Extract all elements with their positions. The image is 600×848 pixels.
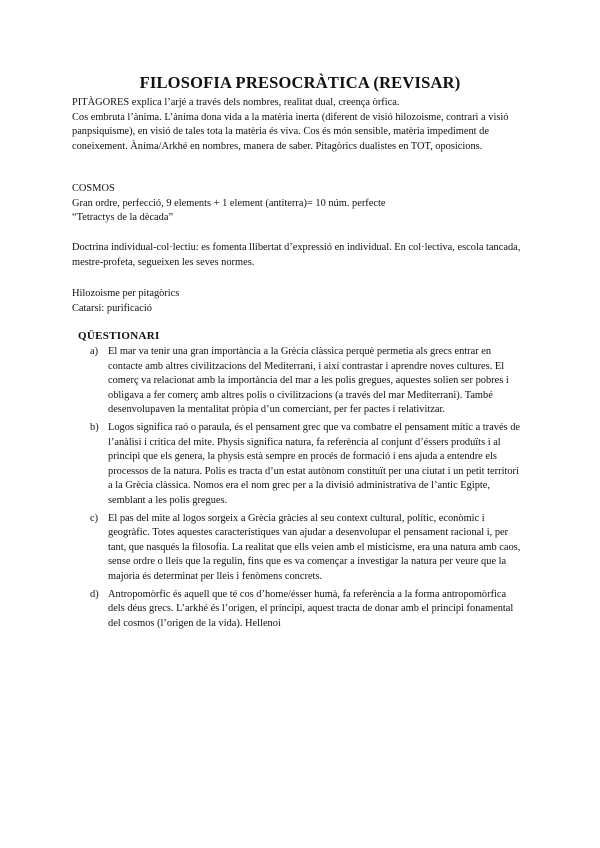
item-text: El pas del mite al logos sorgeix a Grècia gràcies al seu context cultural, polític, econòmic i geogràfic. Totes aquestes característiques van ajudar a desenvolupar el pensament racional i, per tant, que nasqués la filosofia. La realitat que ells veien amb el misticisme, era una natura amb caos, sense ordre o lleis que la regulin, fins que es va començar a investigar la natura per veure que la majoria és determinat per lleis i fenòmens concrets.	[108, 512, 521, 582]
notes-section	[72, 287, 532, 316]
cosmos-line: Gran ordre, perfecció, 9 elements + 1 element (antiterra)= 10 núm. perfecte	[72, 197, 386, 209]
list-item	[90, 588, 522, 632]
doctrina-section	[72, 241, 532, 270]
item-text: Logos significa raó o paraula, és el pensament grec que va combatre el pensament mític a través de l’anàlisi i crítica del mite. Physis significa natura, fa referència al conjunt d’éssers produïts i al principi que els genera, la physis està sempre en procés de formació i ens ajuda a entendre els processos de la natura. Polis es tracta d’un estat autònom constituït per una ciutat i un petit territori a la Grècia clàssica. Nomos era el nom grec per a la divisió administrativa de l’antic Egipte, semblant a les polis gregues.	[108, 421, 520, 506]
item-text: Antropomòrfic és aquell que té cos d’home/ésser humà, fa referència a la forma antropomòrfica dels déus grecs. L’arkhé és l’origen, el principi, aquest tracta de donar amb el principi fonamental del cosmos (l’origen de la vida). Hellenoi	[108, 588, 514, 629]
item-letter: a)	[90, 346, 99, 357]
tetractys-line: “Tetractys de la dècada”	[72, 212, 174, 224]
list-item	[90, 345, 522, 418]
item-letter: d)	[90, 588, 99, 600]
document-title: FILOSOFIA PRESOCRÀTICA (REVISAR)	[139, 73, 461, 92]
list-item	[90, 421, 522, 509]
cosmos-section	[72, 182, 532, 226]
pitagores-section	[72, 96, 532, 154]
catarsi-note: Catarsi: purificació	[72, 302, 152, 314]
item-text: El mar va tenir una gran importància a la Grècia clàssica perquè permetia als grecs entrar en contacte amb altres civilitzacions del Mediterrani, i així contrastar i aprendre noves cultures. El comerç va relacionat amb la importància del mar a les polis gregues, aquestes solien ser pobres i obligava a fer comerç amb altres polis o civilitzacions (a través del mar Mediterrani). També desenvolupaven la mentalitat pròpia d’un comerciant, per fer pactes i relativitzar.	[108, 346, 509, 416]
pitagores-body-paragraph: Cos embruta l’ànima. L’ànima dona vida a la matèria inerta (diferent de visió hilozoisme, contrari a visió panpsiquisme), en visió de tales tota la matèria és viva. Cos és món sensible, matèria impediment de coneixement. Ànima/Arkhé en nombres, manera de saber. Pitagòrics dualistes en TOT, oposicions.	[72, 111, 509, 152]
pitagores-intro-line: PITÀGORES explica l’arjé a través dels nombres, realitat dual, creença òrfica.	[72, 97, 400, 108]
list-item	[90, 512, 522, 585]
item-letter: b)	[90, 421, 99, 433]
item-letter: c)	[90, 512, 99, 524]
doctrina-paragraph: Doctrina individual-col·lectiu: es fomenta llibertat d’expressió en individual. En col·lectiva, escola tancada, mestre-profeta, segueixen les seves normes.	[72, 242, 521, 268]
cosmos-heading: COSMOS	[72, 183, 115, 194]
questionari-list	[90, 345, 522, 634]
questionari-heading: QÜESTIONARI	[78, 330, 160, 342]
hilozoisme-note: Hilozoisme per pitagòrics	[72, 288, 180, 299]
